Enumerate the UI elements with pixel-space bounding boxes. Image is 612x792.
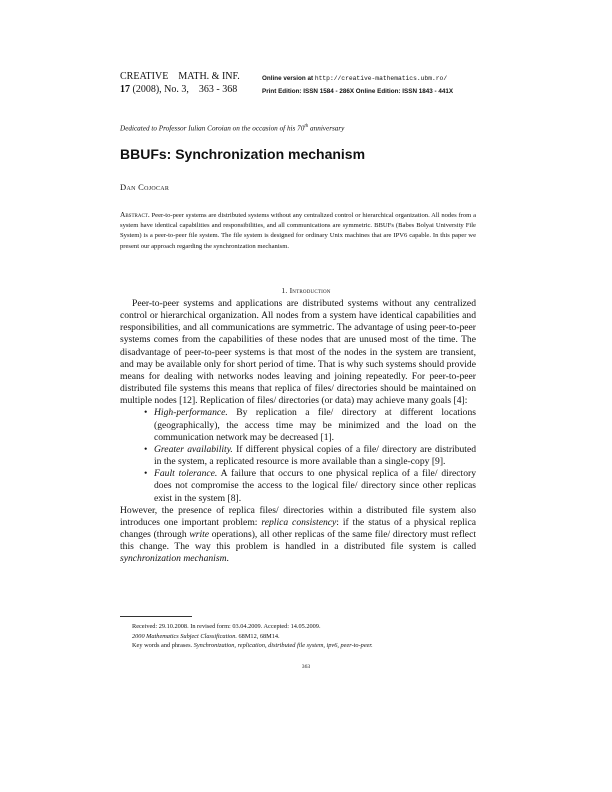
author-name: Dan Cojocar [120,182,170,192]
section-heading: 1. Introduction [281,286,331,295]
journal-pages: 363 - 368 [198,84,238,95]
bullet-icon: • [144,407,148,419]
list-item: • Greater availability. If different physical copies of a file/ directory are distributed in the system, a replicated resource is more available than a single-copy [9]. [144,443,477,468]
body-text [120,298,476,565]
page-number: 363 [301,664,311,670]
paragraph-intro: Peer-to-peer systems and applications are distributed systems without any centralized control or hierarchical organization. All nodes from a system have identical capabilities and responsibilities, and all communications are symmetric. The advantage of using peer-to-peer systems comes from the capabilities of these nodes that are unused most of the time. The disadvantage of peer-to-peer systems is that most of the nodes in the system are transient, and may be available only for short period of time. That is why such systems should provide means for dealing with networks nodes leaving and joining repeatedly. For peer-to-peer distributed file systems this means that replica of files/ directories should be maintained on multiple nodes [12]. Replication of files/ directories (or data) may achieve many goals [4]: [120,298,476,407]
online-label: Online version at [262,75,314,82]
bullet-icon: • [144,468,148,480]
journal-volume: 17 [120,84,130,95]
paper-title: BBUFs: Synchronization mechanism [120,146,366,162]
abstract-label: Abstract. [120,210,150,219]
online-url[interactable]: http://creative-mathematics.ubm.ro/ [314,75,448,82]
received-dates: Received: 29.10.2008. In revised form: 03.04.2009. Accepted: 14.05.2009. [132,623,321,630]
bullet-icon: • [144,443,148,455]
footnote-divider [120,616,192,617]
keywords: Key words and phrases. Synchronization, replication, distributed file system, ipv6, peer-to-peer. [132,642,373,650]
goals-list [120,407,476,504]
msc-classification: 2000 Mathematics Subject Classification. 68M12, 68M14. [132,632,280,640]
journal-issue [120,83,240,96]
journal-year-issue: (2008), No. 3, [132,84,189,95]
edition-info [262,72,453,98]
abstract [120,210,476,252]
list-item: • Fault tolerance. A failure that occurs to one physical replica of a file/ directory does not compromise the access to the logical file/ directory since other replicas exist in the system [8]. [144,468,477,504]
footnotes [132,622,373,651]
journal-header [120,70,240,96]
print-edition: Print Edition: ISSN 1584 - 286X Online Edition: ISSN 1843 - 441X [262,88,454,95]
journal-name: CREATIVE MATH. & INF. [120,71,240,82]
abstract-text: Peer-to-peer systems are distributed systems without any centralized control or hierarchical organization. All nodes from a system have identical capabilities and responsibilities, and all communications are symmetric. BBUFs (Babes Bolyai University File System) is a peer-to-peer file system. The file system is designed for ordinary Unix machines that are IPV6 capable. In this paper we present our approach regarding the synchronization mechanism. [120,212,476,250]
paragraph-consistency: However, the presence of replica files/ directories within a distributed file system also introduces one important problem: replica consistency: if the status of a physical replica changes (through write operations), all other replicas of the same file/ directory must reflect this change. The way this problem is handled in a distributed file system is called synchronization mechanism. [120,504,476,565]
list-item: • High-performance. By replication a file/ directory at different locations (geographically), the access time may be minimized and the load on the communication network may be decreased [1]. [144,407,476,443]
dedication: Dedicated to Professor Iulian Coroian on the occasion of his 70th anniversary [120,124,345,133]
